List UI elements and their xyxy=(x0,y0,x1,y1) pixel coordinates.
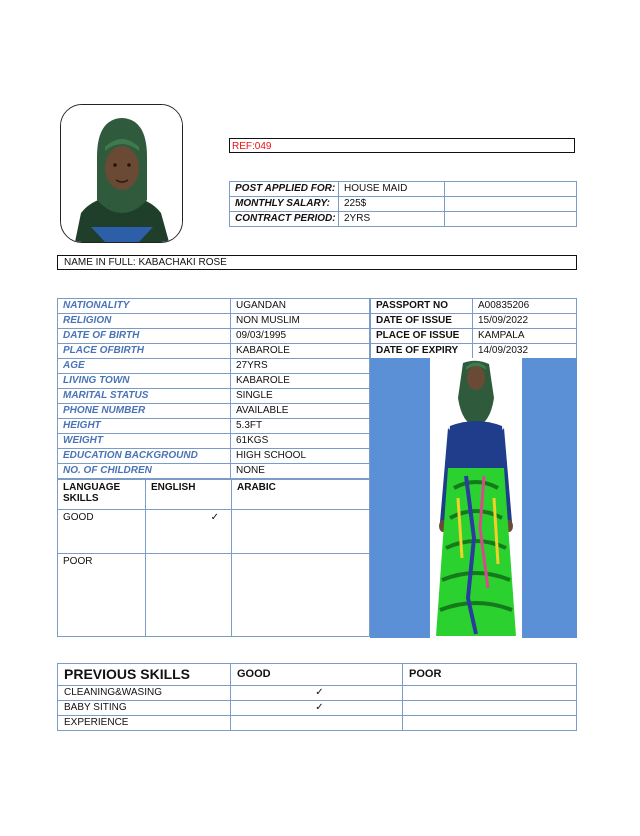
bio-label: NO. OF CHILDREN xyxy=(58,464,231,479)
bio-label: MARITAL STATUS xyxy=(58,389,231,404)
english-good-check: ✓ xyxy=(146,510,232,554)
bio-label: PLACE OFBIRTH xyxy=(58,344,231,359)
bio-row xyxy=(58,434,370,449)
language-good-row xyxy=(58,510,370,554)
english-header: ENGLISH xyxy=(146,480,232,510)
skill-label: BABY SITING xyxy=(58,701,231,716)
bio-value: KABAROLE xyxy=(231,344,370,359)
bio-value: 09/03/1995 xyxy=(231,329,370,344)
skills-poor-header: POOR xyxy=(403,664,577,686)
bio-row xyxy=(58,404,370,419)
skills-good-header: GOOD xyxy=(231,664,403,686)
language-header-row xyxy=(58,480,370,510)
skill-poor-cell xyxy=(403,686,577,701)
post-value: 225$ xyxy=(339,197,445,212)
post-empty xyxy=(445,212,577,227)
english-poor-cell xyxy=(146,554,232,637)
previous-skills-table xyxy=(57,663,577,731)
reference-number: REF:049 xyxy=(229,138,575,153)
bio-row xyxy=(58,419,370,434)
bio-value: UGANDAN xyxy=(231,299,370,314)
passport-row xyxy=(371,299,577,314)
full-name: NAME IN FULL: KABACHAKI ROSE xyxy=(57,255,577,270)
bio-value: NON MUSLIM xyxy=(231,314,370,329)
skill-poor-cell xyxy=(403,716,577,731)
bio-row xyxy=(58,314,370,329)
post-value: 2YRS xyxy=(339,212,445,227)
passport-label: PASSPORT NO xyxy=(371,299,473,314)
bio-label: EDUCATION BACKGROUND xyxy=(58,449,231,464)
full-body-photo xyxy=(370,358,577,638)
bio-table xyxy=(57,298,370,479)
skill-good-check: ✓ xyxy=(231,686,403,701)
passport-table xyxy=(370,298,577,359)
passport-label: DATE OF ISSUE xyxy=(371,314,473,329)
bio-value: 5.3FT xyxy=(231,419,370,434)
passport-value: KAMPALA xyxy=(473,329,577,344)
post-label: POST APPLIED FOR: xyxy=(230,182,339,197)
passport-label: PLACE OF ISSUE xyxy=(371,329,473,344)
post-empty xyxy=(445,197,577,212)
bio-label: NATIONALITY xyxy=(58,299,231,314)
bio-label: RELIGION xyxy=(58,314,231,329)
skill-row xyxy=(58,686,577,701)
bio-value: AVAILABLE xyxy=(231,404,370,419)
bio-row xyxy=(58,389,370,404)
good-label: GOOD xyxy=(58,510,146,554)
bio-label: HEIGHT xyxy=(58,419,231,434)
bio-label: PHONE NUMBER xyxy=(58,404,231,419)
full-body-illustration xyxy=(370,358,577,638)
language-skills-table xyxy=(57,479,370,637)
passport-row xyxy=(371,329,577,344)
passport-value: A00835206 xyxy=(473,299,577,314)
bio-label: AGE xyxy=(58,359,231,374)
bio-value: SINGLE xyxy=(231,389,370,404)
bio-value: NONE xyxy=(231,464,370,479)
bio-row xyxy=(58,299,370,314)
skill-poor-cell xyxy=(403,701,577,716)
bio-label: DATE OF BIRTH xyxy=(58,329,231,344)
headshot-photo xyxy=(60,104,183,243)
passport-value: 15/09/2022 xyxy=(473,314,577,329)
skill-label: EXPERIENCE xyxy=(58,716,231,731)
post-row xyxy=(230,212,577,227)
passport-label: DATE OF EXPIRY xyxy=(371,344,473,359)
bio-value: 61KGS xyxy=(231,434,370,449)
post-label: CONTRACT PERIOD: xyxy=(230,212,339,227)
arabic-good-cell xyxy=(232,510,370,554)
skill-row xyxy=(58,701,577,716)
bio-row xyxy=(58,329,370,344)
post-row xyxy=(230,182,577,197)
skills-header-row xyxy=(58,664,577,686)
bio-row xyxy=(58,449,370,464)
skill-good-check xyxy=(231,716,403,731)
skill-good-check: ✓ xyxy=(231,701,403,716)
bio-value: 27YRS xyxy=(231,359,370,374)
headshot-illustration xyxy=(61,105,182,242)
bio-row xyxy=(58,464,370,479)
skill-label: CLEANING&WASING xyxy=(58,686,231,701)
skill-row xyxy=(58,716,577,731)
passport-row xyxy=(371,344,577,359)
bio-row xyxy=(58,374,370,389)
arabic-poor-cell xyxy=(232,554,370,637)
bio-row xyxy=(58,359,370,374)
post-row xyxy=(230,197,577,212)
bio-label: LIVING TOWN xyxy=(58,374,231,389)
poor-label: POOR xyxy=(58,554,146,637)
skills-title: PREVIOUS SKILLS xyxy=(58,664,231,686)
post-empty xyxy=(445,182,577,197)
bio-value: KABAROLE xyxy=(231,374,370,389)
passport-value: 14/09/2032 xyxy=(473,344,577,359)
arabic-header: ARABIC xyxy=(232,480,370,510)
post-value: HOUSE MAID xyxy=(339,182,445,197)
language-poor-row xyxy=(58,554,370,637)
bio-label: WEIGHT xyxy=(58,434,231,449)
passport-row xyxy=(371,314,577,329)
bio-value: HIGH SCHOOL xyxy=(231,449,370,464)
post-table xyxy=(229,181,577,227)
language-skills-header: LANGUAGE SKILLS xyxy=(58,480,146,510)
bio-row xyxy=(58,344,370,359)
post-label: MONTHLY SALARY: xyxy=(230,197,339,212)
